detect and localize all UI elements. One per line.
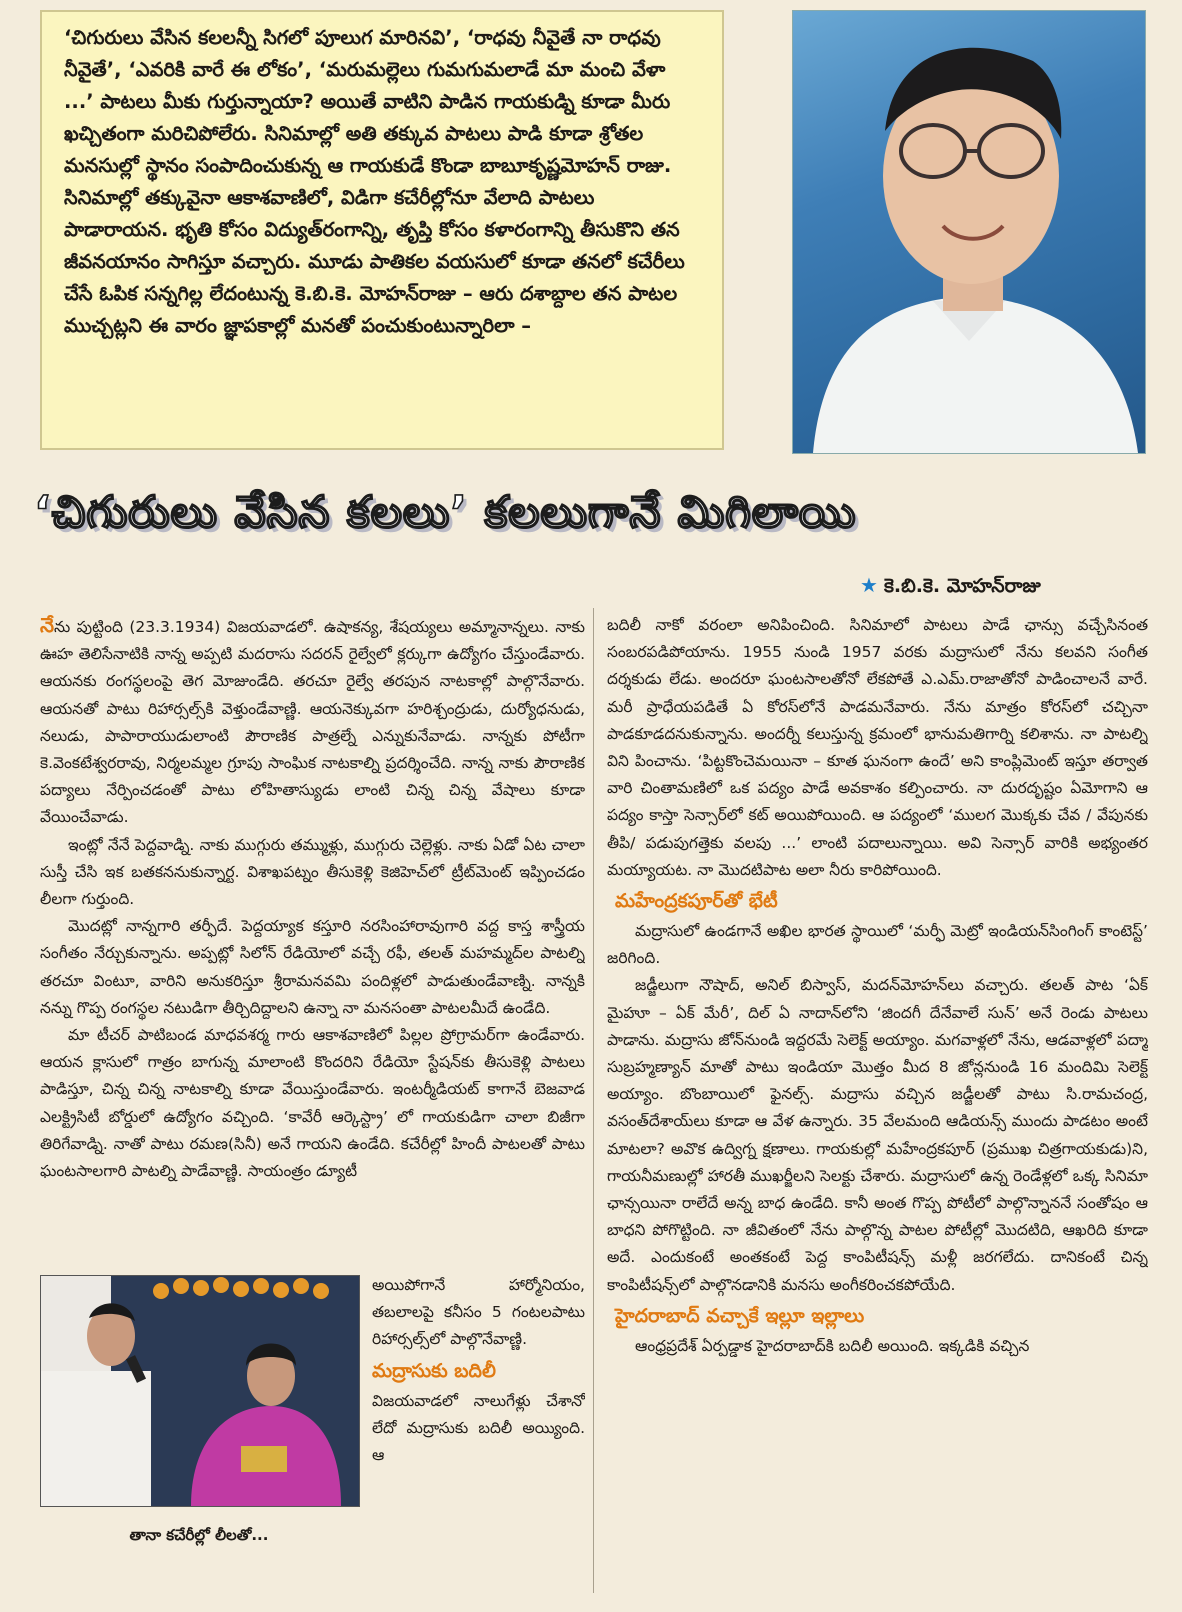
- narrow-paragraph: అయిపోగానే హార్మోనియం, తబలాలపై కనీసం 5 గంటలపాటు రిహార్సల్స్‌లో పాల్గొనేవాణ్ణి.: [372, 1276, 585, 1349]
- right-paragraph-3: జడ్జీలుగా నౌషాద్, అనిల్ బిస్వాస్, మదన్‌మోహన్‌లు వచ్చారు. తలత్ పాట ‘ఏక్ మైహూ – ఏక్ మేరీ’, దిల్ ఏ నాదాన్‌లోని ‘జిందగీ దేనేవాలే సున్’ అనే రెండు పాటలు పాడాను. మద్రాసు జోన్‌నుండి ఇద్దరమే సెలెక్ట్ అయ్యాం. మగవాళ్లలో నేను, ఆడవాళ్లలో పద్మా సుబ్రహ్మణ్యాన్ మాతో పాటు ఇండియా మొత్తం మీద 8 జోన్లనుండి 16 మందిమి సెలెక్ట్ అయ్యాం. బొంబాయిలో ఫైనల్స్. మద్రాసు వచ్చిన జడ్జీలతో పాటు సి.రామచంద్ర, వసంత్‌దేశాయ్‌లు కూడా ఆ వేళ ఉన్నారు. 35 వేలమంది ఆడియన్స్ ముందు పాడటం అంటే మాటలా? అవొక ఉద్విగ్న క్షణాలు. గాయకుల్లో మహేంద్రకపూర్ (ప్రముఖ చిత్రగాయకుడు)ని, గాయనీమణుల్లో హారతీ ముఖర్జీలని సెలక్టు చేశారు. మద్రాసులో ఉన్న రెండేళ్లలో ఒక్క సినిమా ఛాన్సయినా రాలేదే అన్న బాధ ఉండేది. కానీ అంత గొప్ప పోటీలో పాల్గొన్నాననే సంతోషం ఆ బాధని పోగొట్టింది. నా జీవితంలో నేను పాల్గొన్న పాటల పోటీల్లో మొదటిది, ఆఖరిది కూడా అదే. ఎందుకంటే అంతకంటే పెద్ద కాంపిటీషన్స్ మళ్లీ జరగలేదు. దానికంటే చిన్న కాంపిటీషన్స్‌లో పాల్గొనడానికి మనసు అంగీకరించకపోయేది.: [607, 976, 1148, 1294]
- paragraph-4: మా టీచర్ పాటిబండ మాధవశర్మ గారు ఆకాశవాణిలో పిల్లల ప్రోగ్రామర్‌గా ఉండేవారు. ఆయన క్లాసులో గాత్రం బాగున్న మాలాంటి కొందరిని రేడియో స్టేషన్‌కు తీసుకెళ్లి పాటలు పాడిస్తూ, చిన్న చిన్న నాటకాల్ని కూడా వేయిస్తుండేవారు. ఇంటర్మీడియట్ కాగానే బెజవాడ ఎలక్ట్రిసిటీ బోర్డులో ఉద్యోగం వచ్చింది. ‘కావేరీ ఆర్కెస్ట్రా’ లో గాయకుడిగా చాలా బిజీగా తిరిగేవాడ్ని. నాతో పాటు రమణ(సినీ) అనే గాయని ఉండేది. కచేరీల్లో హిందీ పాటలతో పాటు ఘంటసాలగారి పాటల్ని పాడేవాణ్ణి. సాయంత్రం డ్యూటీ: [40, 1026, 585, 1181]
- right-paragraph-2: మద్రాసులో ఉండగానే అఖిల భారత స్థాయిలో ‘మర్ఫీ మెట్రో ఇండియన్‌సింగింగ్ కాంటెస్ట్’ జరిగింది.: [607, 922, 1148, 968]
- paragraph-2: ఇంట్లో నేనే పెద్దవాడ్ని. నాకు ముగ్గురు తమ్ముళ్లు, ముగ్గురు చెల్లెళ్లు. నాకు ఏడో ఏట చాలా సుస్తీ చేసి ఇక బతకననుకున్నార్ట. విశాఖపట్నం తీసుకెళ్లి కెజిహెచ్‌లో ట్రీట్‌మెంట్ ఇప్పించడం లీలగా గుర్తుంది.: [40, 835, 585, 909]
- transfer-paragraph: విజయవాడలో నాలుగేళ్లు చేశానో లేదో మద్రాసుకు బదిలీ అయ్యింది. ఆ: [372, 1391, 585, 1465]
- singer-portrait-photo: [792, 10, 1146, 454]
- dropcap: నే: [40, 613, 55, 637]
- column-divider: [593, 608, 594, 1593]
- right-paragraph-1: బదిలీ నాకో వరంలా అనిపించింది. సినిమాలో పాటలు పాడే ఛాన్సు వచ్చేసినంత సంబరపడిపోయాను. 1955 నుండి 1957 వరకు మద్రాసులో నేను కలవని సంగీత దర్శకుడు లేడు. అందరూ ఘంటసాలతోనో లేకపోతే ఎ.ఎమ్.రాజాతోనో పాడించాలనే వారే. మరీ ప్రాధేయపడితే ఏ కోరస్‌లోనే పాడమనేవారు. నేను మాత్రం కోరస్‌లో చచ్చినా పాడకూడదనుకున్నాను. అందర్నీ కలుస్తున్న క్రమంలో భానుమతిగార్ని కలిశాను. నా పాటల్ని విని పించాను. ‘పిట్టకొంచెమయినా – కూత ఘనంగా ఉందే’ అని కాంప్లిమెంట్ ఇస్తూ తర్వాత వారి చింతామణిలో ఒక పద్యం పాడే అవకాశం కల్పించారు. నా దురదృష్టం ఏమోగాని ఆ పద్యం కాస్తా సెన్సార్‌లో కట్ అయిపోయింది. ఆ పద్యంలో ‘ములగ మొక్కకు చేవ / వేపునకు తీపి/ పడుపుగత్తెకు వలపు ...’ లాంటి పదాలున్నాయి. అవి సెన్సార్ వారికి అభ్యంతర మయ్యాయట. నా మొదటిపాట అలా నీరు కారిపోయింది.: [607, 616, 1148, 879]
- byline: [860, 568, 1150, 602]
- intro-box: [40, 10, 724, 450]
- subhead-hyderabad: హైదరాబాద్ వచ్చాకే ఇల్లూ ఇల్లాలు: [615, 1304, 865, 1327]
- photo-caption: తానా కచేరీల్లో లీలతో...: [129, 1526, 269, 1544]
- stage-photo: [40, 1275, 360, 1507]
- byline-author: కె.బి.కె. మోహన్‌రాజు: [883, 575, 1041, 597]
- left-column-narrow: [372, 1272, 585, 1602]
- right-paragraph-4: ఆంధ్రప్రదేశ్ ఏర్పడ్డాక హైదరాబాద్‌కి బదిలీ అయింది. ఇక్కడికి వచ్చిన: [635, 1336, 1030, 1355]
- headline: ‘చిగురులు వేసిన కలలు’ కలలుగానే మిగిలాయి: [34, 487, 857, 538]
- intro-paragraph: ‘చిగురులు వేసిన కలలన్నీ సిగలో పూలుగ మారినవి’, ‘రాధవు నీవైతే నా రాధవు నీవైతే’, ‘ఎవరికి వారే ఈ లోకం’, ‘మరుమల్లెలు గుమగుమలాడే మా మంచి వేళా ...’ పాటలు మీకు గుర్తున్నాయా? అయితే వాటిని పాడిన గాయకుడ్ని కూడా మీరు ఖచ్చితంగా మరిచిపోలేరు. సినిమాల్లో అతి తక్కువ పాటలు పాడి కూడా శ్రోతల మనసుల్లో స్థానం సంపాదించుకున్న ఆ గాయకుడే కొండా బాబూకృష్ణమోహన్ రాజు. సినిమాల్లో తక్కువైనా ఆకాశవాణిలో, విడిగా కచేరీల్లోనూ వేలాది పాటలు పాడారాయన. భృతి కోసం విద్యుత్‌రంగాన్ని, తృప్తి కోసం కళారంగాన్ని తీసుకొని తన జీవనయానం సాగిస్తూ వచ్చారు. మూడు పాతికల వయసులో కూడా తనలో కచేరీలు చేసే ఓపిక సన్నగిల్ల లేదంటున్న కె.బి.కె. మోహన్‌రాజు – ఆరు దశాబ్దాల తన పాటల ముచ్చట్లని ఈ వారం జ్ఞాపకాల్లో మనతో పంచుకుంటున్నారిలా –: [64, 26, 685, 337]
- right-column: [607, 612, 1148, 1602]
- portrait-illustration: [793, 11, 1145, 453]
- subhead-mahendra: మహేంద్రకపూర్‌తో భేటీ: [615, 890, 778, 913]
- paragraph-3: మొదట్లో నాన్నగారి తర్ఫీదే. పెద్దయ్యాక కస్తూరి నరసింహారావుగారి వద్ద కాస్త శాస్త్రీయ సంగీతం నేర్చుకున్నాను. అప్పట్లో సిలోన్ రేడియోలో వచ్చే రఫీ, తలత్ మహమ్మద్‌ల పాటల్ని తరచూ వింటూ, వారిని అనుకరిస్తూ శ్రీరామనవమి పందిళ్లలో పాడుతుండేవాణ్ని. నాన్నకి నన్ను గొప్ప రంగస్థల నటుడిగా తీర్చిదిద్దాలని ఉన్నా నా మనసంతా పాటలమీదే ఉండేది.: [40, 917, 585, 1017]
- paragraph-1-text: ను పుట్టింది (23.3.1934) విజయవాడలో. ఉషాకన్య, శేషయ్యలు అమ్మానాన్నలు. నాకు ఊహ తెలిసేనాటికి నాన్న అప్పటి మదరాసు సదరన్ రైల్వేలో క్లర్కుగా ఉద్యోగం చేస్తుండేవారు. ఆయనకు రంగస్థలంపై తెగ మోజుండేది. తరచూ రైల్వే తరపున నాటకాల్లో పాల్గొనేవారు. ఆయనతో పాటు రిహార్సల్స్‌కి వెళ్తుండేవాణ్ణి. ఆయనెక్కువగా హరిశ్చంద్రుడు, దుర్యోధనుడు, నలుడు, పాపారాయుడులాంటి పౌరాణిక పాత్రల్నే ఎన్నుకునేవాడు. నాన్నకు పోటీగా కె.వెంకటేశ్వరరావు, నిర్మలమ్మల గ్రూపు సాంఘిక నాటకాల్ని ప్రదర్శించేది. నాన్న నాకు పౌరాణిక పద్యాలు నేర్పించడంతో పాటు లోహితాస్యుడు లాంటి చిన్న చిన్న వేషాలు కూడా వేయించేవాడు.: [40, 618, 585, 827]
- stage-photo-illustration: [41, 1276, 359, 1506]
- star-icon: ★: [860, 573, 878, 597]
- paragraph-1: [40, 612, 585, 832]
- subhead-transfer: మద్రాసుకు బదిలీ: [372, 1359, 496, 1382]
